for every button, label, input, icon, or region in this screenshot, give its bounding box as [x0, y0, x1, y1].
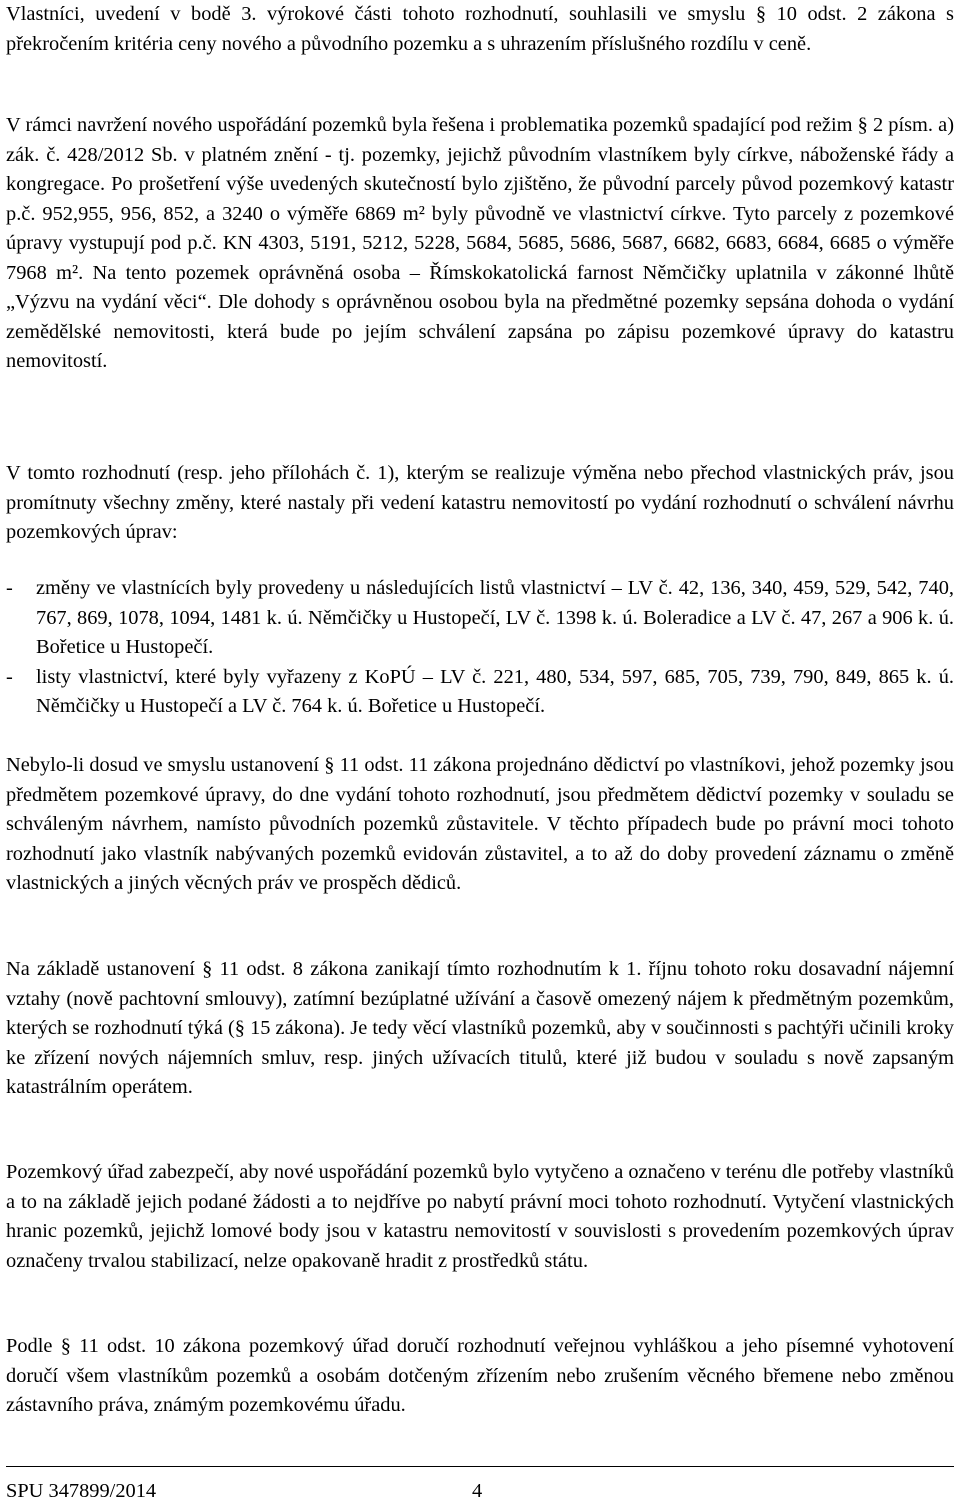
- paragraph-changes-intro: V tomto rozhodnutí (resp. jeho přílohách č. 1), kterým se realizuje výměna nebo přechod vlastnických práv, jsou promítnuty všechny změny, které nastaly při vedení katastru nemovitostí po vydání rozhodnutí o schválení návrhu pozemkových úprav:: [6, 462, 954, 543]
- paragraph-surveying: Pozemkový úřad zabezpečí, aby nové uspořádání pozemků bylo vytyčeno a označeno v terénu dle potřeby vlastníků a to na základě jejich podané žádosti a to nejdříve po nabytí právní moci tohoto rozhodnutí. Vytyčení vlastnických hranic pozemků, jejichž lomové body jsou v katastru nemovitostí v souvislosti s provedením pozemkových úprav označeny trvalou stabilizací, nelze opakovaně hradit z prostředků státu.: [6, 1161, 954, 1272]
- paragraph-lease-termination: Na základě ustanovení § 11 odst. 8 zákona zanikají tímto rozhodnutím k 1. říjnu tohoto roku dosavadní nájemní vztahy (nově pachtovní smlouvy), zatímní bezúplatné užívání a časově omezený nájem k předmětným pozemkům, kterých se rozhodnutí týká (§ 15 zákona). Je tedy věcí vlastníků pozemků, aby v součinnosti s pachtýři učinili kroky ke zřízení nových nájemních smluv, resp. jiných užívacích titulů, které již budou v souladu s nově zapsaným katastrálním operátem.: [6, 958, 954, 1098]
- list-item-text: změny ve vlastnících byly provedeny u následujících listů vlastnictví – LV č. 42, 136, 340, 459, 529, 542, 740, 767, 869, 1078, 1094, 1481 k. ú. Němčičky u Hustopečí, LV č. 1398 k. ú. Boleradice a LV č. 47, 267 a 906 k. ú. Bořetice u Hustopečí.: [36, 577, 954, 658]
- paragraph-delivery: Podle § 11 odst. 10 zákona pozemkový úřad doručí rozhodnutí veřejnou vyhláškou a jeho písemné vyhotovení doručí všem vlastníkům pozemků a osobám dotčeným zřízením nebo zrušením věcného břemene nebo změnou zástavního práva, známým pozemkovému úřadu.: [6, 1335, 954, 1416]
- list-item-text: listy vlastnictví, které byly vyřazeny z KoPÚ – LV č. 221, 480, 534, 597, 685, 705, 739, 790, 849, 865 k. ú. Němčičky u Hustopečí a LV č. 764 k. ú. Bořetice u Hustopečí.: [36, 665, 954, 717]
- list-item: [6, 574, 954, 663]
- footer-document-id: SPU 347899/2014: [6, 1480, 157, 1502]
- paragraph-inheritance: Nebylo-li dosud ve smyslu ustanovení § 11 odst. 11 zákona projednáno dědictví po vlastníkovi, jehož pozemky jsou předmětem pozemkové úpravy, do dne vydání tohoto rozhodnutí, jsou předmětem dědictví pozemky v souladu se schváleným návrhem, namísto původních pozemků zůstavitele. V těchto případech bude po právní moci tohoto rozhodnutí jako vlastník nabývaných pozemků evidován zůstavitel, a to až do doby provedení záznamu o změně vlastnických a jiných věcných práv ve prospěch dědiců.: [6, 754, 954, 894]
- footer-page-number: 4: [472, 1480, 483, 1502]
- list-dash: -: [6, 665, 13, 688]
- list-item: [6, 663, 954, 722]
- paragraph-church-land: V rámci navržení nového uspořádání pozemků byla řešena i problematika pozemků spadající pod režim § 2 písm. a) zák. č. 428/2012 Sb. v platném znění - tj. pozemky, jejichž původním vlastníkem byly církve, náboženské řády a kongregace. Po prošetření výše uvedených skutečností bylo zjištěno, že původní parcely původ pozemkový katastr p.č. 952,955, 956, 852, a 3240 o výměře 6869 m² byly původně ve vlastnictví církve. Tyto parcely z pozemkové úpravy vystupují pod p.č. KN 4303, 5191, 5212, 5228, 5684, 5685, 5686, 5687, 6682, 6683, 6684, 6685 o výměře 7968 m². Na tento pozemek oprávněná osoba – Římskokatolická farnost Němčičky uplatnila v zákonné lhůtě „Výzvu na vydání věci“. Dle dohody s oprávněnou osobou byla na předmětné pozemky sepsána dohoda o vydání zemědělské nemovitosti, která bude po jejím schválení zapsána po zápisu pozemkové úpravy do katastru nemovitostí.: [6, 114, 954, 372]
- list-dash: -: [6, 577, 13, 599]
- changes-list: [6, 574, 954, 722]
- footer-divider: [6, 1466, 954, 1467]
- paragraph-price-criteria: Vlastníci, uvedení v bodě 3. výrokové části tohoto rozhodnutí, souhlasili ve smyslu § 10 odst. 2 zákona s překročením kritéria ceny nového a původního pozemku a s uhrazením příslušného rozdílu v ceně.: [6, 3, 954, 55]
